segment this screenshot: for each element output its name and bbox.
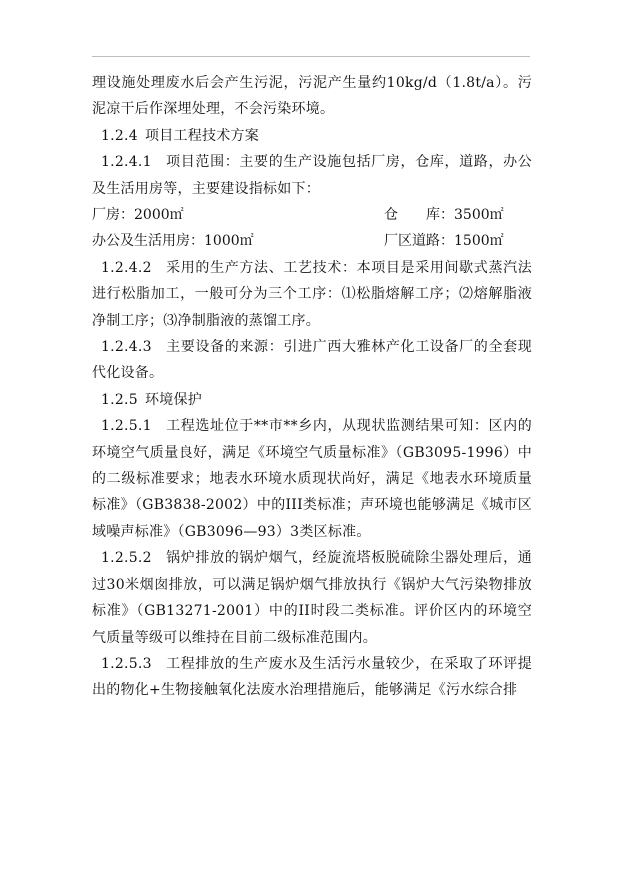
- indicator-row: [92, 228, 532, 254]
- indicator-office: 办公及生活用房：1000㎡: [92, 233, 254, 250]
- section-1-2-4-2-paragraph: [92, 255, 532, 334]
- section-text: 主要设备的来源：引进广西大雅林产化工设备厂的全套现代化设备。: [92, 339, 532, 382]
- section-text: 锅炉排放的锅炉烟气，经旋流塔板脱硫除尘器处理后，通过30米烟囱排放，可以满足锅炉烟气排放执行《锅炉大气污染物排放标准》（GB13271-2001）中的II时段二类标准。评价区内的环境空气质量等级可以维持在目前二级标准范围内。: [92, 550, 532, 646]
- section-title: 环境保护: [145, 391, 202, 408]
- indicator-road: 厂区道路：1500㎡: [384, 233, 504, 250]
- intro-paragraph: 理设施处理废水后会产生污泥，污泥产生量约10kg/d（1.8t/a）。污泥凉干后作深埋处理，不会污染环境。: [92, 75, 532, 118]
- section-1-2-5-1-paragraph: [92, 413, 532, 545]
- section-text: 工程选址位于**市**乡内，从现状监测结果可知：区内的环境空气质量良好，满足《环境空气质量标准》（GB3095-1996）中的二级标准要求；地表水环境水质现状尚好，满足《地表水环境质量标准》（GB3838-2002）中的III类标准；声环境也能够满足《城市区域噪声标准》（GB3096—93）3类区标准。: [92, 418, 532, 540]
- header-rule: [92, 56, 530, 57]
- section-number: 1.2.4.2: [101, 259, 152, 276]
- indicator-factory: 厂房：2000㎡: [92, 207, 184, 224]
- section-number: 1.2.4.3: [101, 339, 152, 356]
- section-number: 1.2.4.1: [101, 154, 152, 171]
- section-number: 1.2.5: [101, 391, 138, 408]
- section-number: 1.2.5.2: [101, 550, 152, 567]
- section-heading-1-2-4: [92, 123, 532, 149]
- section-text: 项目范围：主要的生产设施包括厂房，仓库，道路，办公及生活用房等，主要建设指标如下：: [92, 154, 532, 197]
- section-text: 采用的生产方法、工艺技术：本项目是采用间歇式蒸汽法进行松脂加工，一般可分为三个工序：⑴松脂熔解工序；⑵熔解脂液净制工序；⑶净制脂液的蒸馏工序。: [92, 259, 532, 329]
- section-1-2-4-3-paragraph: [92, 334, 532, 387]
- indicator-row: [92, 202, 532, 228]
- section-1-2-5-3-paragraph: [92, 651, 532, 704]
- document-body: [92, 70, 532, 704]
- section-title: 项目工程技术方案: [145, 127, 259, 144]
- section-number: 1.2.4: [101, 127, 138, 144]
- section-heading-1-2-5: [92, 387, 532, 413]
- indicator-warehouse: 仓 库：3500㎡: [384, 207, 504, 224]
- section-number: 1.2.5.3: [101, 655, 152, 672]
- section-1-2-4-1-paragraph: [92, 149, 532, 202]
- section-text: 工程排放的生产废水及生活污水量较少，在采取了环评提出的物化+生物接触氧化法废水治理措施后，能够满足《污水综合排: [92, 655, 532, 699]
- section-number: 1.2.5.1: [101, 418, 152, 435]
- section-1-2-5-2-paragraph: [92, 545, 532, 651]
